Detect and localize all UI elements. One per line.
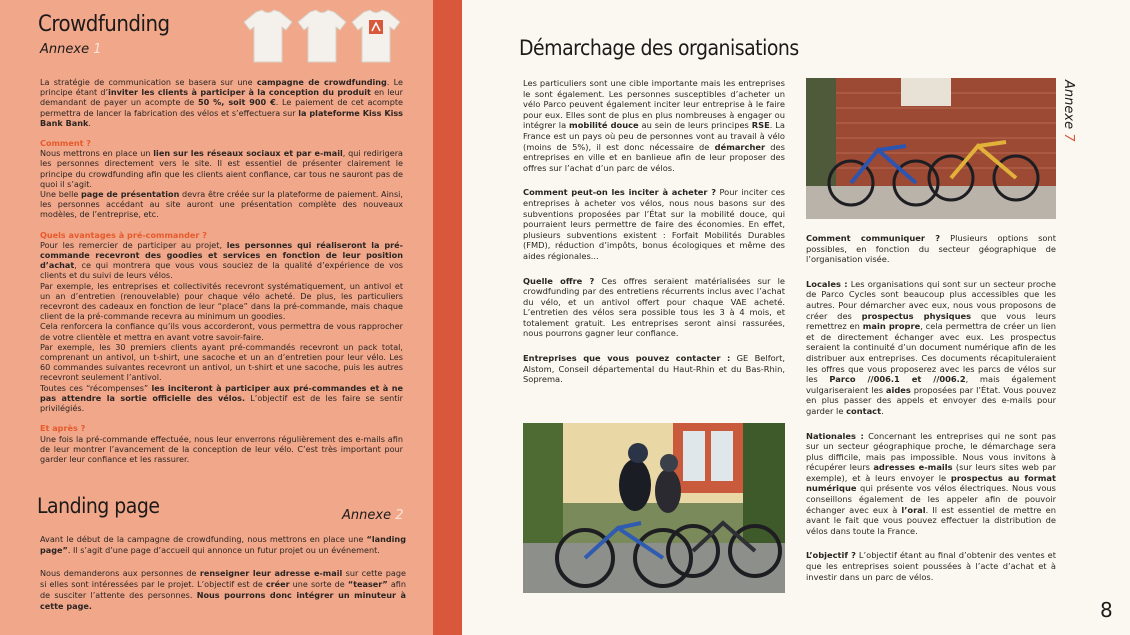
- landing-text-2: Nous demanderons aux personnes de renseigner leur adresse e-mail sur cette page si elles sont intéressées par le projet. L’objectif est de créer une sorte de “teaser” afin de susciter l’attente des personnes. Nous pourrons donc intégrer un minuteur à cette page.: [40, 568, 407, 611]
- landing-annexe: Annexe 2: [342, 508, 404, 523]
- locales-paragraph: Locales : Les organisations qui sont sur un secteur proche de Parco Cycles sont beaucoup plus accessibles que les autres. Pour démarcher avec eux, nous vous proposons de créer des prospectus physiques que vous leurs remettrez en main propre, cela permettra de créer un lien et de directement échanger avec eux. Les prospectus seraient la continuité d’un document numérique afin de les distribuer aux entreprises. Ces documents récapituleraient les offres que vous proposerez avec les parcs de vélos sur les Parco //006.1 et //006.2, mais également vulgariseraient les aides proposées par l’État. Vous pouvez en plus passer des appels et envoyer des e-mails pour garder le contact.: [806, 278, 1056, 416]
- crowdfunding-body: [40, 77, 403, 464]
- tshirt-image-1: [242, 8, 294, 64]
- apres-text: Une fois la pré-commande effectuée, nous leur enverrons régulièrement des e-mails afin de leur montrer l’avancement de la conception de leur vélo. C’est très important pour garder leur confiance et les rassurer.: [40, 433, 403, 464]
- crowdfunding-annexe: Annexe 1: [40, 42, 102, 57]
- crowdfunding-title: Crowdfunding: [38, 12, 170, 37]
- demarchage-col1: [523, 78, 785, 385]
- communiquer-paragraph: Comment communiquer ? Plusieurs options sont possibles, en fonction du secteur géographique de l’organisation visée.: [806, 233, 1056, 265]
- objectif-paragraph: L’objectif ? L’objectif étant au final d’obtenir des ventes et que les entreprises soient poussées à l’acte d’achat et à investir dans un parc de vélos.: [806, 550, 1056, 582]
- apres-heading: Et après ?: [40, 423, 86, 434]
- tshirt-logo-image: [350, 8, 402, 64]
- comment-text-2: Une belle page de présentation devra être créée sur la plateforme de paiement. Ainsi, les personnes accédant au site auront une présentation complète des nouveaux modèles, de l’entreprise, etc.: [40, 189, 403, 220]
- nationales-paragraph: Nationales : Concernant les entreprises qui ne sont pas sur un secteur géographique proche, le démarchage sera plus difficile, mais pas impossible. Nous vous invitons à récupérer leurs adresses e-mails (sur leurs sites web par exemple), et à leurs envoyer le prospectus au format numérique qui présente vos vélos électriques. Nous vous conseillons également de les appeler afin de pouvoir échanger avec eux à l’oral. Il est essentiel de mettre en avant le fait que vous pouvez effectuer la distribution de vélos dans toute la France.: [806, 430, 1057, 536]
- avantages-text-3: Cela renforcera la confiance qu’ils vous accorderont, vous permettra de vous rapprocher de votre clientèle et mettra en avant votre savoir-faire.: [40, 321, 403, 342]
- demarchage-col2: [806, 233, 1056, 582]
- avantages-text-5: Toutes ces “récompenses” les inciteront à participer aux pré-commandes et à ne pas attendre la sortie officielle des vélos. L’objectif est de les faire se sentir privilégiés.: [40, 382, 404, 414]
- demarchage-annexe: Annexe 7: [1061, 80, 1076, 142]
- tshirt-image-2: [296, 8, 348, 64]
- offre-paragraph: Quelle offre ? Ces offres seraient matérialisées sur le crowdfunding par des entretiens récurrents inclus avec l’achat du vélo, et un antivol offert pour chaque VAE acheté. L’entretien des vélos sera possible tous les 3 à 4 mois, et totalement gratuit. Les entreprises seront ainsi rassurées, nous pourrons gagner leur confiance.: [523, 275, 785, 339]
- avantages-text-4: Par exemple, les 30 premiers clients ayant pré-commandés recevront un pack total, comprenant un antivol, un t-shirt, une sacoche et un an d’entretien pour leur vélo. Les 60 commandes suivantes recevront un antivol, un t-shirt et une sacoche, puis les autres recevront seulement l’antivol.: [40, 341, 403, 383]
- comment-heading: Comment ?: [40, 138, 92, 149]
- comment-text: Nous mettrons en place un lien sur les réseaux sociaux et par e-mail, qui redirigera les personnes directement vers le site. Il est essentiel de présenter clairement le principe du crowdfunding afin que les clients aient confiance, car tous ne sauront pas de quoi il s’agit.: [40, 148, 403, 189]
- landing-text-1: Avant le début de la campagne de crowdfunding, nous mettrons en place une “landing page”. Il s’agit d’une page d’accueil qui annonce un futur projet ou un événement.: [40, 534, 406, 555]
- demarchage-title: Démarchage des organisations: [519, 36, 799, 60]
- avantages-text-1: Pour les remercier de participer au projet, les personnes qui réaliseront la pré-commande recevront des goodies et services en fonction de leur position d’achat, ce qui montrera que vous vous souciez de la qualité d’expérience de vos clients et du suivi de leurs vélos.: [40, 239, 403, 281]
- contacter-paragraph: Entreprises que vous pouvez contacter : GE Belfort, Alstom, Conseil départemental du Haut-Rhin et du Bas-Rhin, Soprema.: [523, 353, 785, 385]
- landing-body: [40, 534, 406, 612]
- accent-stripe: [433, 0, 462, 635]
- bikes-photo: [806, 78, 1056, 219]
- crowdfunding-intro: La stratégie de communication se basera sur une campagne de crowdfunding. Le principe étant d’inviter les clients à participer à la conception du produit en leur demandant de payer un acompte de 50 %, soit 900 €. Le paiement de cet acompte permettra de lancer la fabrication des vélos et s’effectuera sur la plateforme Kiss Kiss Bank Bank.: [40, 77, 404, 128]
- avantages-heading: Quels avantages à pré-commander ?: [40, 229, 207, 240]
- cyclists-photo: [523, 423, 785, 593]
- landing-title: Landing page: [37, 494, 160, 518]
- inciter-paragraph: Comment peut-on les inciter à acheter ? Pour inciter ces entreprises à acheter vos vélos, nous nous basons sur des subventions proposées par l’État sur la mobilité douce, qui pourraient leurs permettre de faire des économies. En effet, plusieurs subventions existent : Forfait Mobilités Durables (FMD), réduction d’impôts, bonus écologiques et même des aides régionales...: [523, 187, 785, 261]
- page-number: 8: [1100, 598, 1113, 622]
- avantages-text-2: Par exemple, les entreprises et collectivités recevront systématiquement, un antivol et un an d’entretien (renouvelable) pour chaque vélo acheté. De plus, les particuliers recevront des cadeaux en fonction de leur “place” dans la pré-commande, mais chaque client de la pré-commande recevra au minimum un goodies.: [40, 280, 403, 322]
- demarchage-intro: Les particuliers sont une cible importante mais les entreprises le sont également. Les personnes susceptibles d’acheter un vélo Parco peuvent également inciter leur entreprise à le faire pour eux. Elles sont de plus en plus nombreuses à engager ou intégrer la mobilité douce au sein de leurs principes RSE. La France est un pays où peu de personnes vont au travail à vélo (moins de 5%), il est donc nécessaire de démarcher des entreprises en ville et en banlieue afin de leur proposer des offres sur l’achat d’un parc de vélos.: [523, 78, 786, 173]
